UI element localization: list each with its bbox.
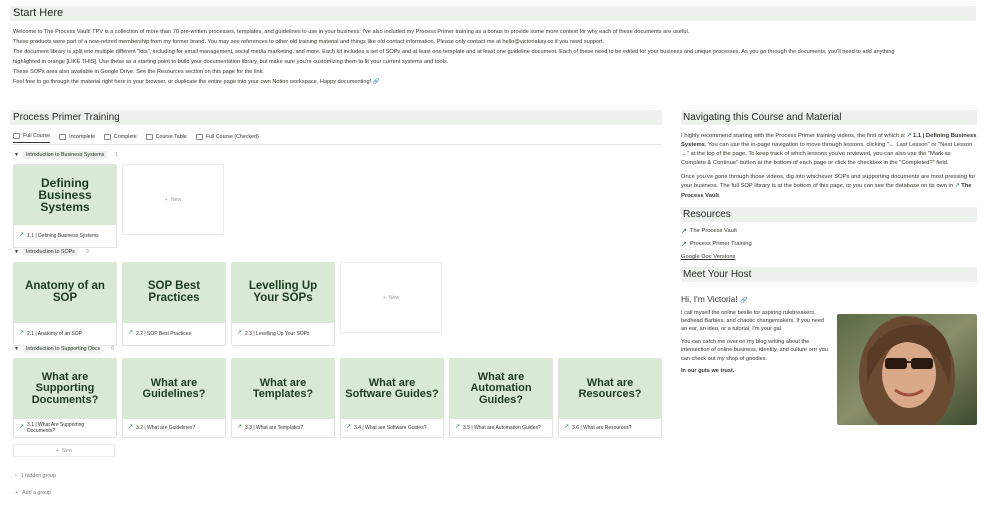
page-link-icon: ↗ xyxy=(906,133,912,139)
collapse-triangle-icon: ▼ xyxy=(14,249,19,255)
group-count: 6 xyxy=(111,346,115,352)
hidden-group-label: 1 hidden group xyxy=(20,473,57,479)
card-cover: Anatomy of an SOP xyxy=(14,263,116,323)
page-arrow-icon: ↗ xyxy=(681,228,687,236)
group-header-business-systems[interactable] xyxy=(14,151,118,159)
navigating-heading: Navigating this Course and Material xyxy=(681,110,977,125)
lesson-link[interactable]: 1.1 | Defining Business Systems xyxy=(681,133,977,149)
new-card-button[interactable] xyxy=(122,164,224,235)
add-group-label: Add a group xyxy=(22,490,51,496)
card-label: 3.3 | What are Templates? xyxy=(245,424,304,431)
card-label: 2.2 | SOP Best Practices xyxy=(136,330,191,337)
intro-line-4: highlighted in orange [LIKE THIS]. Use these as a starting point to build your documentation library, but make sure you're customizing them to fit your current systems and tools. xyxy=(13,59,449,65)
training-heading: Process Primer Training xyxy=(10,110,662,125)
intro-line-3: The document library is split into multiple different "kits", including for email management, social media marketing, and more. Each kit includes a set of SOPs and at least one template and at least one guideline document. Each of these need to be edited for your business and unique processes. As you go through the documents, you'll need to add anything xyxy=(13,49,895,55)
host-greeting: Hi, I'm Victoria! 🔗 xyxy=(681,293,748,304)
card-label: 3.1 | What Are Supporting Documents? xyxy=(27,421,85,434)
card-title xyxy=(14,225,116,247)
tab-label: Incomplete xyxy=(69,133,96,140)
card-title xyxy=(123,323,225,345)
card-label: 3.6 | What are Resources? xyxy=(572,424,632,431)
table-icon xyxy=(146,134,153,140)
board-icon xyxy=(196,134,203,140)
plus-icon: + xyxy=(55,447,59,454)
card-label: 3.2 | What are Guidelines? xyxy=(136,424,196,431)
tab-full-course[interactable] xyxy=(13,133,50,143)
card-cover: Defining Business Systems xyxy=(14,165,116,225)
host-tagline: In our guts we trust. xyxy=(681,368,735,375)
page-arrow-icon: ↗ xyxy=(455,424,461,431)
card-title xyxy=(341,419,443,437)
group-label: Introduction to SOPs xyxy=(23,248,78,256)
course-card[interactable] xyxy=(340,358,444,438)
host-heading: Meet Your Host xyxy=(681,267,977,282)
group-label: Introduction to Business Systems xyxy=(23,151,107,159)
card-cover: What are Software Guides? xyxy=(341,359,443,419)
course-card[interactable] xyxy=(13,164,117,248)
new-card-button[interactable] xyxy=(340,262,442,333)
host-photo xyxy=(837,314,977,425)
page-arrow-icon: ↗ xyxy=(237,424,243,431)
resources-heading: Resources xyxy=(681,207,977,222)
plus-icon: + xyxy=(164,196,168,203)
tab-label: Full Course xyxy=(23,133,51,139)
course-card[interactable] xyxy=(122,358,226,438)
card-cover: What are Templates? xyxy=(232,359,334,419)
page-arrow-icon: ↗ xyxy=(564,424,570,431)
group-count: 1 xyxy=(115,152,119,158)
page-arrow-icon: ↗ xyxy=(346,424,352,431)
resource-link-vault[interactable] xyxy=(681,225,977,238)
intro-line-5: These SOPs area also available in Google Drive. See the Resources section on this page for the link. xyxy=(13,69,264,75)
resource-link-google-docs[interactable] xyxy=(681,251,977,264)
course-card[interactable] xyxy=(449,358,553,438)
resource-label: Process Primer Training xyxy=(689,241,752,248)
intro-line-1: Welcome to The Process Vault! TPV is a collection of more than 70 pre-written processes, templates, and guidelines to use in your business. I've also included my Process Primer training as a bonus to provide some more context for why each of these documents are useful. xyxy=(13,29,690,35)
card-cover: What are Automation Guides? xyxy=(450,359,552,419)
start-here-heading: Start Here xyxy=(10,6,976,21)
board-icon xyxy=(104,134,111,140)
page-arrow-icon: ↗ xyxy=(237,330,243,337)
card-cover: SOP Best Practices xyxy=(123,263,225,323)
course-card[interactable] xyxy=(13,262,117,346)
new-label: New xyxy=(170,196,182,203)
tab-label: Full Course (Checked) xyxy=(205,133,259,140)
card-cover: What are Resources? xyxy=(559,359,661,419)
page-arrow-icon: ↗ xyxy=(681,241,687,249)
group-header-supporting-docs[interactable] xyxy=(14,345,114,353)
view-tabs xyxy=(13,133,259,143)
host-paragraph-2: You can catch me over on my blog writing about the intersection of online business, identity, and culture orrr you can check out my shop of goodies. xyxy=(681,338,828,362)
card-label: 2.3 | Levelling Up Your SOPs xyxy=(245,330,310,337)
card-title xyxy=(232,419,334,437)
tab-label: Course Table xyxy=(155,133,187,140)
vault-link[interactable]: The Process Vault xyxy=(681,183,972,199)
card-cover: What are Supporting Documents? xyxy=(14,359,116,419)
navigating-paragraph-2 xyxy=(681,173,977,200)
tab-complete[interactable] xyxy=(104,133,137,143)
card-title xyxy=(123,419,225,437)
card-title xyxy=(14,323,116,345)
card-title xyxy=(14,419,116,437)
hidden-group-toggle[interactable] xyxy=(15,473,56,479)
tab-divider xyxy=(13,144,662,145)
tab-label: Complete xyxy=(114,133,137,140)
nav-text-a: I highly recommend starting with the Process Primer training videos, the first of which is xyxy=(681,133,905,139)
chevron-right-icon: › xyxy=(15,473,17,479)
group-count: 3 xyxy=(85,249,89,255)
card-label: 1.1 | Defining Business Systems xyxy=(27,232,99,239)
card-cover: What are Guidelines? xyxy=(123,359,225,419)
new-label: New xyxy=(388,294,400,301)
add-group-button[interactable] xyxy=(15,490,51,496)
page-arrow-icon: ↗ xyxy=(19,232,25,239)
group-header-sops[interactable] xyxy=(14,248,89,256)
navigating-paragraph-1 xyxy=(681,132,977,168)
course-card[interactable] xyxy=(231,262,335,346)
card-label: 3.5 | What are Automation Guides? xyxy=(463,424,541,431)
card-title xyxy=(232,323,334,345)
card-title xyxy=(559,419,661,437)
card-label: 2.1 | Anatomy of an SOP xyxy=(27,330,82,337)
intro-line-2: These products were part of a now-retired membership from my former brand. You may see references to other old training material and things like old contact information. Please only contact me at hello@victoriakay.co if you need support. xyxy=(13,39,605,45)
card-title xyxy=(450,419,552,437)
course-card[interactable] xyxy=(13,358,117,438)
page-arrow-icon: ↗ xyxy=(19,424,25,431)
intro-line-6 xyxy=(13,77,975,87)
card-label: 3.4 | What are Software Guides? xyxy=(354,424,427,431)
nav-text-b: . You can use the in-page navigation to move through lessons, clicking "← Last Lesson" or "Next Lesson →" at the top of the page. To keep track of which lessons you've reviewed, you can also use the "Mark as Complete & Continue" button at the bottom of each page or click the checkbox in the "Completed?" field. xyxy=(681,142,973,167)
tab-incomplete[interactable] xyxy=(59,133,95,143)
course-card[interactable] xyxy=(558,358,662,438)
resource-label: The Process Vault xyxy=(689,228,737,235)
group-label: Introduction to Supporting Docs xyxy=(23,345,103,353)
plus-icon: + xyxy=(382,294,386,301)
card-cover: Levelling Up Your SOPs xyxy=(232,263,334,323)
page-arrow-icon: ↗ xyxy=(128,330,134,337)
link-icon: 🔗 xyxy=(372,79,380,85)
page-link-icon: ↗ xyxy=(954,183,960,190)
resource-label: Google Doc Versions xyxy=(681,254,736,261)
collapse-triangle-icon: ▼ xyxy=(14,346,19,352)
host-bio xyxy=(681,294,831,377)
new-label: New xyxy=(61,447,73,454)
host-paragraph-1: I call myself the online beslie for aspiring rulebreakers, bedhead Barbies, and chaotic changemakers. If you need an ear, an idea, or a tutorial, I'm your gal. xyxy=(681,309,825,333)
course-card[interactable] xyxy=(122,262,226,346)
board-icon xyxy=(13,133,20,139)
collapse-triangle-icon: ▼ xyxy=(14,152,19,158)
new-card-button[interactable] xyxy=(13,444,115,457)
page-arrow-icon: ↗ xyxy=(128,424,134,431)
tab-full-course-checked[interactable] xyxy=(196,133,259,143)
resources-list xyxy=(681,225,977,264)
course-card[interactable] xyxy=(231,358,335,438)
page-arrow-icon: ↗ xyxy=(19,330,25,337)
intro-text xyxy=(13,27,975,87)
board-icon xyxy=(59,134,66,140)
resource-link-training[interactable] xyxy=(681,238,977,251)
nav-text-c: Once you've gone through those videos, dig into whichever SOPs and supporting documents are most pressing for your business. The full SOP library is at the bottom of this page, or you can see the database on its own in xyxy=(681,174,976,190)
link-icon: 🔗 xyxy=(740,297,748,304)
intro-line-6-text: Feel free to go through the material right here in your browser, or duplicate the entire page into your own Notion workspace. Happy documenting! xyxy=(13,79,372,85)
nav-text-d: . xyxy=(719,192,721,199)
plus-icon: + xyxy=(15,490,19,496)
tab-course-table[interactable] xyxy=(146,133,187,143)
